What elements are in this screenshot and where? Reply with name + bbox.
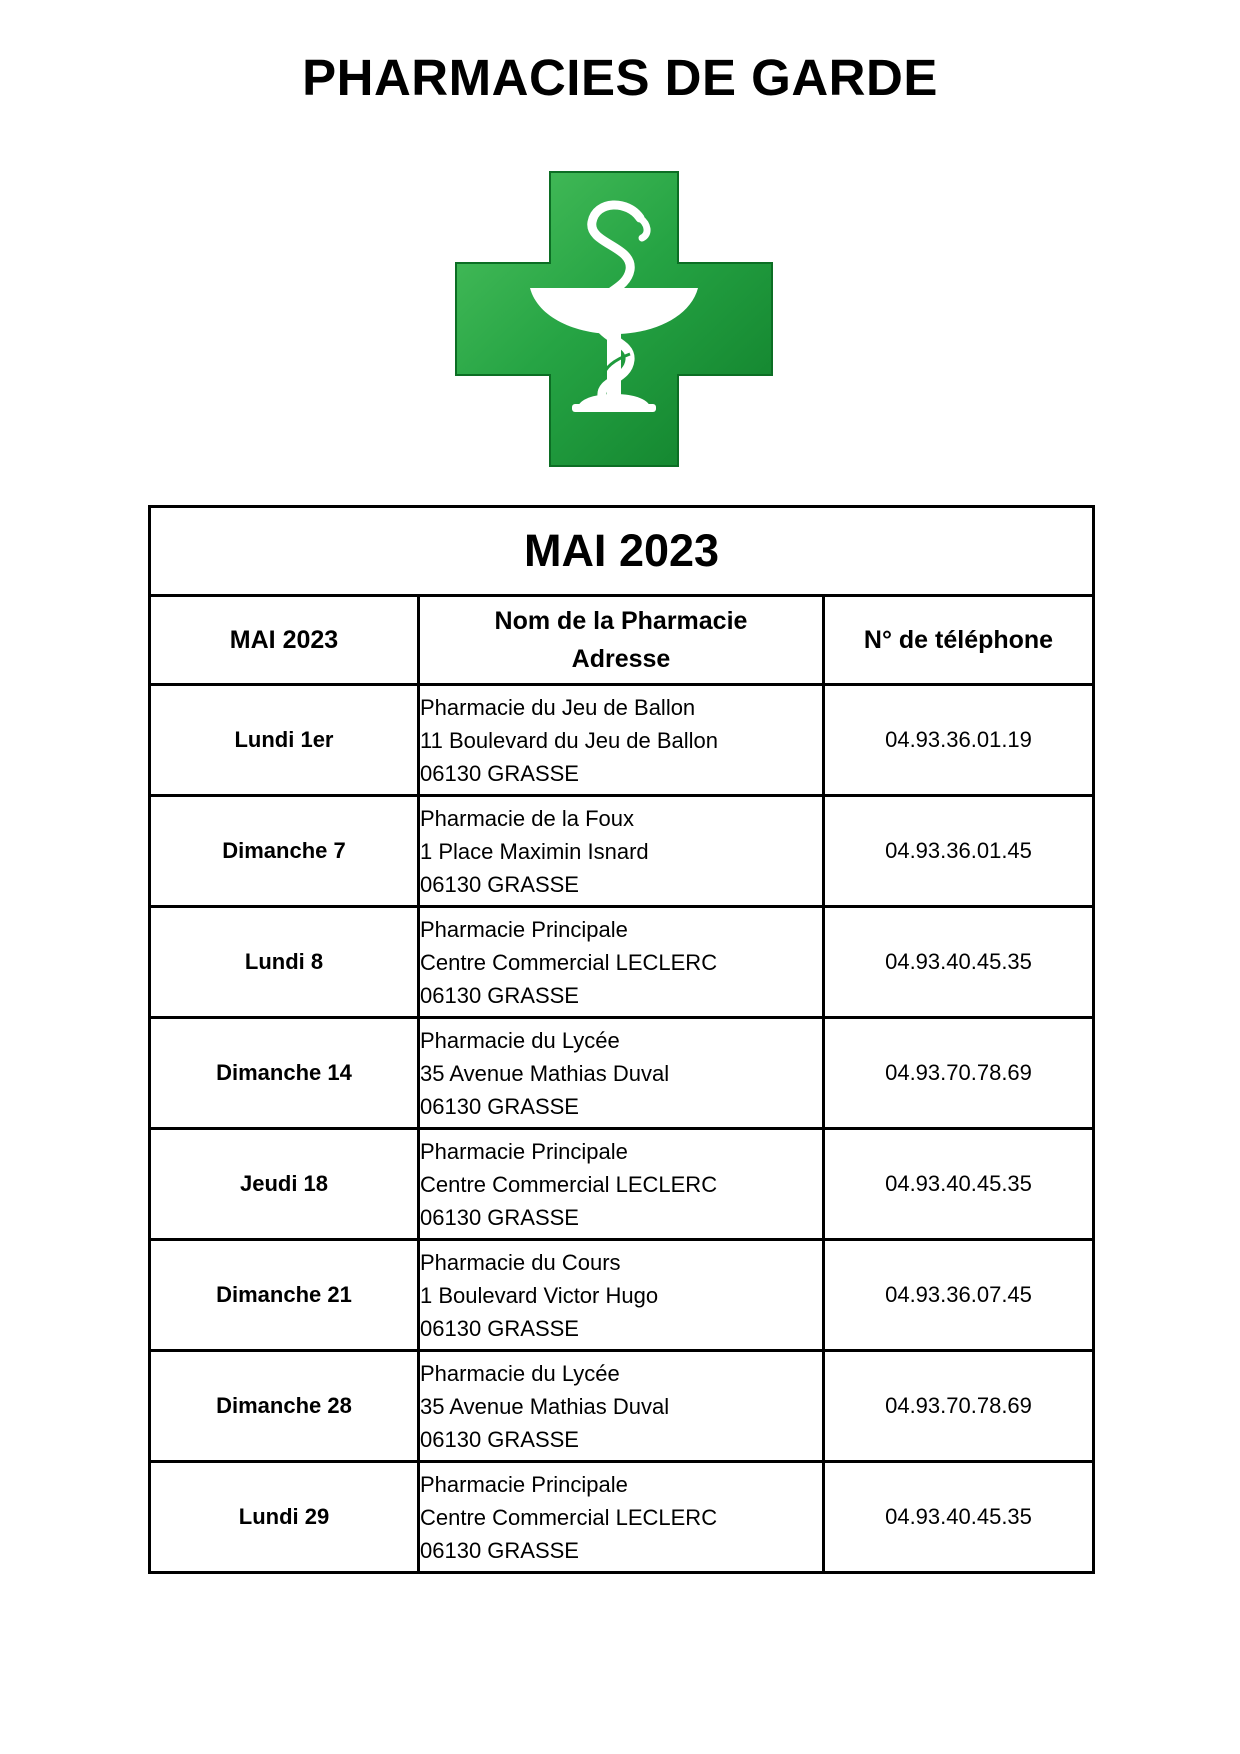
pharmacy-street: 1 Boulevard Victor Hugo <box>420 1282 659 1308</box>
row-phone: 04.93.40.45.35 <box>824 907 1094 1018</box>
pharmacy-cross-icon <box>454 170 774 470</box>
row-phone: 04.93.70.78.69 <box>824 1018 1094 1129</box>
row-phone: 04.93.36.01.45 <box>824 796 1094 907</box>
header-name-address <box>419 596 824 685</box>
table-row <box>150 1018 1094 1129</box>
row-pharmacy <box>419 1129 824 1240</box>
pharmacy-street: Centre Commercial LECLERC <box>420 1171 718 1197</box>
pharmacy-city: 06130 GRASSE <box>420 1093 579 1119</box>
pharmacy-name: Pharmacie du Jeu de Ballon <box>420 694 696 720</box>
pharmacy-name: Pharmacie Principale <box>420 1471 628 1497</box>
row-day: Dimanche 14 <box>150 1018 419 1129</box>
row-pharmacy <box>419 1018 824 1129</box>
table-row <box>150 685 1094 796</box>
pharmacy-name: Pharmacie Principale <box>420 916 628 942</box>
row-day: Jeudi 18 <box>150 1129 419 1240</box>
row-phone: 04.93.40.45.35 <box>824 1462 1094 1573</box>
row-day: Dimanche 7 <box>150 796 419 907</box>
pharmacy-street: 35 Avenue Mathias Duval <box>420 1060 670 1086</box>
row-phone: 04.93.40.45.35 <box>824 1129 1094 1240</box>
pharmacy-name: Pharmacie de la Foux <box>420 805 634 831</box>
pharmacy-street: 35 Avenue Mathias Duval <box>420 1393 670 1419</box>
table-row <box>150 796 1094 907</box>
header-name-label: Nom de la Pharmacie <box>494 607 748 635</box>
row-day: Dimanche 21 <box>150 1240 419 1351</box>
table-row <box>150 1462 1094 1573</box>
pharmacy-name: Pharmacie du Lycée <box>420 1360 620 1386</box>
row-pharmacy <box>419 907 824 1018</box>
pharmacy-city: 06130 GRASSE <box>420 1426 579 1452</box>
row-pharmacy <box>419 1351 824 1462</box>
pharmacy-city: 06130 GRASSE <box>420 760 579 786</box>
month-title-row <box>150 507 1094 596</box>
table-row <box>150 1240 1094 1351</box>
table-row <box>150 907 1094 1018</box>
pharmacy-name: Pharmacie du Cours <box>420 1249 621 1275</box>
row-day: Lundi 29 <box>150 1462 419 1573</box>
row-pharmacy <box>419 1462 824 1573</box>
header-address-label: Adresse <box>571 645 671 673</box>
table-row <box>150 1129 1094 1240</box>
pharmacy-street: 11 Boulevard du Jeu de Ballon <box>420 727 719 753</box>
header-row <box>150 596 1094 685</box>
pharmacy-street: 1 Place Maximin Isnard <box>420 838 649 864</box>
row-pharmacy <box>419 1240 824 1351</box>
pharmacy-street: Centre Commercial LECLERC <box>420 1504 718 1530</box>
pharmacy-name: Pharmacie Principale <box>420 1138 628 1164</box>
pharmacy-city: 06130 GRASSE <box>420 982 579 1008</box>
pharmacy-street: Centre Commercial LECLERC <box>420 949 718 975</box>
row-day: Lundi 8 <box>150 907 419 1018</box>
pharmacy-city: 06130 GRASSE <box>420 871 579 897</box>
pharmacy-name: Pharmacie du Lycée <box>420 1027 620 1053</box>
pharmacy-city: 06130 GRASSE <box>420 1204 579 1230</box>
table-row <box>150 1351 1094 1462</box>
pharmacy-city: 06130 GRASSE <box>420 1315 579 1341</box>
row-pharmacy <box>419 796 824 907</box>
row-day: Lundi 1er <box>150 685 419 796</box>
row-phone: 04.93.36.01.19 <box>824 685 1094 796</box>
month-title: MAI 2023 <box>150 507 1094 596</box>
row-day: Dimanche 28 <box>150 1351 419 1462</box>
pharmacy-schedule-table <box>148 505 1095 1574</box>
header-phone: N° de téléphone <box>824 596 1094 685</box>
page-title: PHARMACIES DE GARDE <box>302 49 938 106</box>
pharmacy-city: 06130 GRASSE <box>420 1537 579 1563</box>
header-date: MAI 2023 <box>150 596 419 685</box>
row-phone: 04.93.70.78.69 <box>824 1351 1094 1462</box>
row-phone: 04.93.36.07.45 <box>824 1240 1094 1351</box>
row-pharmacy <box>419 685 824 796</box>
